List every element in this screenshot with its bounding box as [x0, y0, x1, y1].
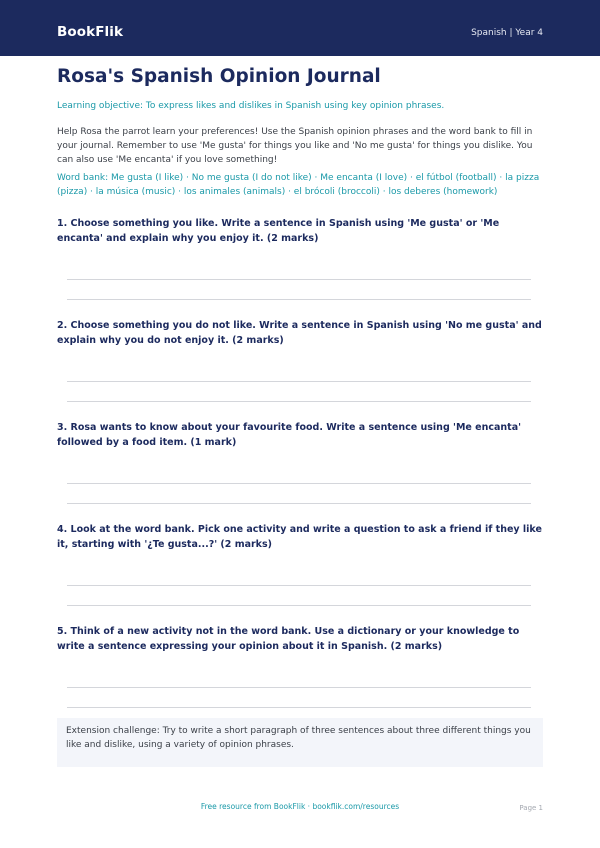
subject-year-label: Spanish | Year 4 — [471, 28, 543, 38]
extension-challenge — [57, 718, 543, 767]
answer-line[interactable] — [67, 585, 531, 586]
question-2: 2. Choose something you do not like. Write a sentence in Spanish using 'No me gusta' and explain why you do not enjoy it. (2 marks) — [57, 320, 542, 346]
brand-logo: BookFlik — [57, 24, 124, 40]
answer-line[interactable] — [67, 503, 531, 504]
question-5: 5. Think of a new activity not in the word bank. Use a dictionary or your knowledge to write a sentence expressing your opinion about it in Spanish. (2 marks) — [57, 626, 520, 652]
extension-text: Extension challenge: Try to write a short paragraph of three sentences about three different things you like and dislike, using a variety of opinion phrases. — [66, 726, 531, 750]
answer-line[interactable] — [67, 279, 531, 280]
page-number: Page 1 — [519, 804, 543, 812]
learning-objective: Learning objective: To express likes and dislikes in Spanish using key opinion phrases. — [57, 101, 445, 111]
answer-line[interactable] — [67, 401, 531, 402]
answer-line[interactable] — [67, 483, 531, 484]
answer-line[interactable] — [67, 381, 531, 382]
answer-line[interactable] — [67, 687, 531, 688]
answer-line[interactable] — [67, 605, 531, 606]
question-3: 3. Rosa wants to know about your favourite food. Write a sentence using 'Me encanta' followed by a food item. (1 mark) — [57, 422, 522, 448]
question-1: 1. Choose something you like. Write a sentence in Spanish using 'Me gusta' or 'Me encanta' and explain why you enjoy it. (2 marks) — [57, 218, 500, 244]
question-4: 4. Look at the word bank. Pick one activity and write a question to ask a friend if they like it, starting with '¿Te gusta...?' (2 marks) — [57, 524, 542, 550]
intro-paragraph: Help Rosa the parrot learn your preferences! Use the Spanish opinion phrases and the word bank to fill in your journal. Remember to use 'Me gusta' for things you like and 'No me gusta' for things you dislike. You can also use 'Me encanta' if you love something! — [57, 127, 533, 165]
word-bank: Word bank: Me gusta (I like) · No me gusta (I do not like) · Me encanta (I love) · el fútbol (football) · la pizza (pizza) · la música (music) · los animales (animals) · el brócoli (broccoli) · los deberes (homework) — [57, 173, 540, 197]
page-header — [0, 0, 600, 56]
worksheet-title: Rosa's Spanish Opinion Journal — [57, 66, 381, 87]
answer-line[interactable] — [67, 299, 531, 300]
answer-line[interactable] — [67, 707, 531, 708]
footer-credit: Free resource from BookFlik · bookflik.com/resources — [200, 802, 400, 811]
